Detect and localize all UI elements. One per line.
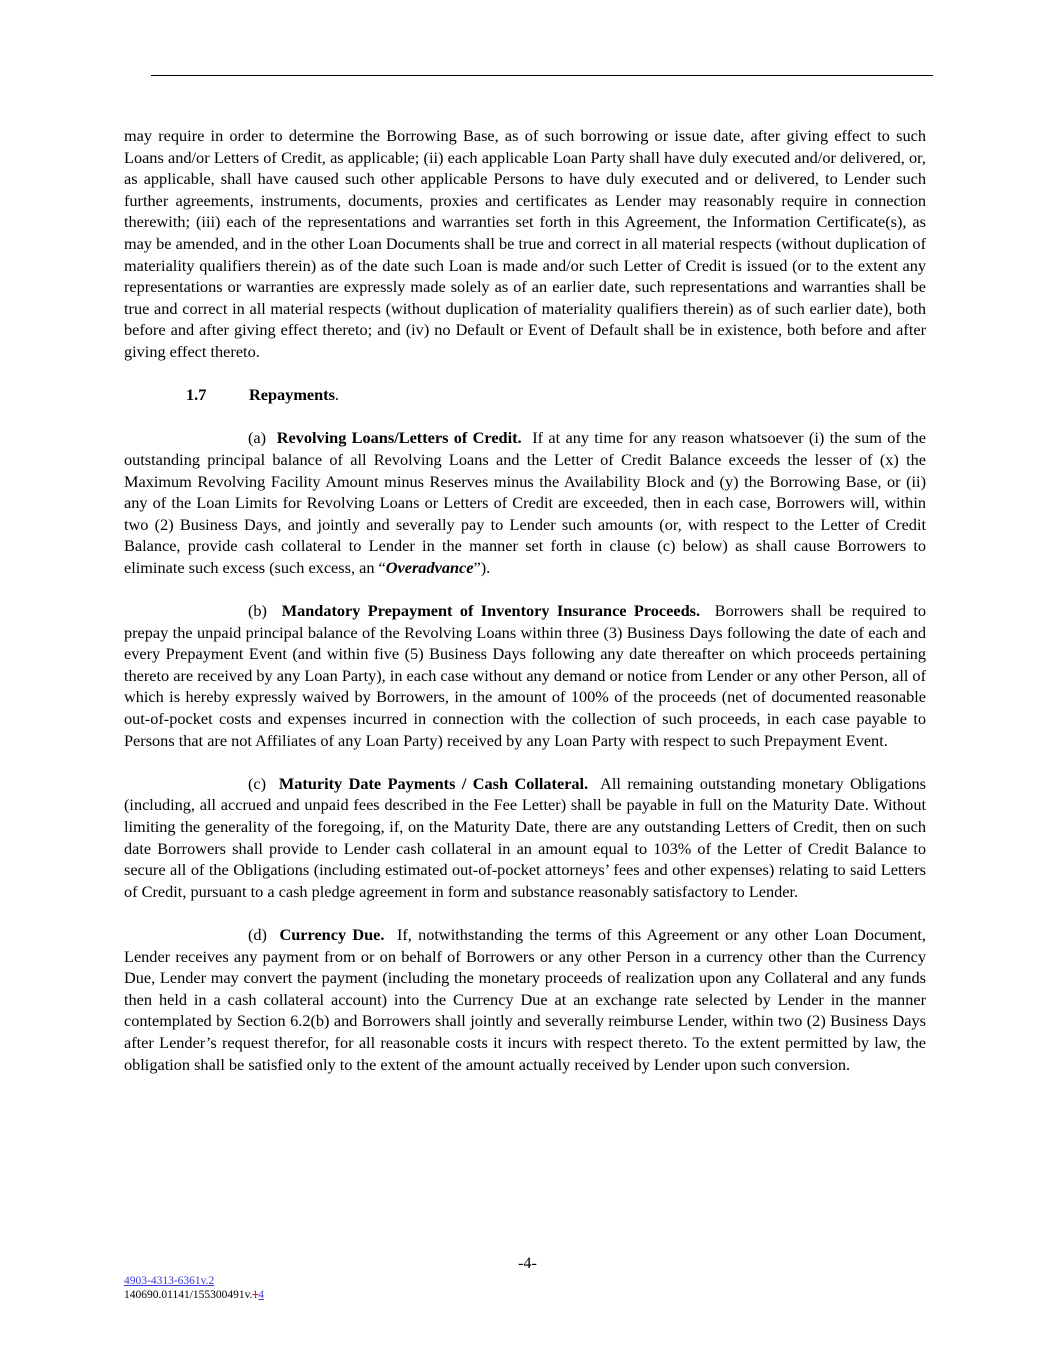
footer-version-deleted: 1 [252, 1289, 259, 1301]
subsection-d-label: (d) [248, 924, 267, 944]
subsection-c-heading: Maturity Date Payments / Cash Collateral. [278, 773, 589, 793]
intro-paragraph: may require in order to determine the Borrowing Base, as of such borrowing or issue date, after giving effect to such Loans and/or Letters of Credit, as applicable; (ii) each applicable Loan Party shall have duly executed and/or delivered, or, as applicable, shall have caused such other applicable Persons to have duly executed and or delivered, to Lender such further agreements, instruments, documents, proxies and certificates as Lender may reasonably require in connection therewith; (iii) each of the representations and warranties set forth in this Agreement, the Information Certificate(s), as may be amended, and in the other Loan Documents shall be true and correct in all material respects (without duplication of materiality qualifiers therein) as of the date such Loan is made and/or such Letter of Credit is issued (or to the extent any representations or warranties are expressly made solely as of an earlier date, such representations and warranties shall be true and correct in all material respects (without duplication of materiality qualifiers therein) as of such earlier date), both before and after giving effect thereto; and (iv) no Default or Event of Default shall be in existence, both before and after giving effect thereto. [124, 126, 926, 361]
section-title-suffix: . [334, 385, 339, 405]
section-title: Repayments [249, 385, 335, 405]
subsection-c [124, 773, 926, 903]
page-number: -4- [518, 1253, 537, 1272]
footer-doc-id-prefix: 140690.01141/155300491v. [124, 1289, 253, 1301]
subsection-b-label: (b) [248, 601, 267, 621]
section-number: 1.7 [186, 385, 207, 405]
document-body [124, 125, 926, 1097]
section-heading [124, 384, 926, 406]
subsection-a [124, 427, 926, 578]
defined-term-overadvance: Overadvance [385, 557, 474, 577]
subsection-b-heading: Mandatory Prepayment of Inventory Insurance Proceeds. [281, 601, 701, 621]
subsection-d [124, 924, 926, 1075]
header-rule [151, 75, 933, 76]
subsection-c-label: (c) [248, 773, 267, 793]
subsection-b-body: Borrowers shall be required to prepay the unpaid principal balance of the Revolving Loans within three (3) Business Days following the date of each and every Prepayment Event (and within five (5) Business Days following any date thereafter on which proceeds pertaining thereto are received by any Loan Party), in each case without any demand or notice from Lender or any other Person, all of which is hereby expressly waived by Borrowers, in the amount of 100% of the proceeds (net of documented reasonable out-of-pocket costs and expenses incurred in connection with the collection of such proceeds, in each case payable to Persons that are not Affiliates of any Loan Party) received by any Loan Party with respect to such Prepayment Event. [124, 601, 927, 750]
footer-doc-id-inserted: 4903-4313-6361v.2 [124, 1275, 215, 1287]
subsection-a-heading: Revolving Loans/Letters of Credit. [276, 428, 522, 448]
subsection-a-label: (a) [248, 428, 267, 448]
footer-version-inserted: 4 [258, 1289, 265, 1301]
subsection-c-body: All remaining outstanding monetary Obligations (including, all accrued and unpaid fees described in the Fee Letter) shall be payable in full on the Maturity Date. Without limiting the generality of the foregoing, if, on the Maturity Date, there are any outstanding Letters of Credit, then on such date Borrowers shall provide to Lender cash collateral in an amount equal to 103% of the Letter of Credit Balance to secure all of the Obligations (including estimated out-of-pocket attorneys’ fees and other expenses) relating to said Letters of Credit, pursuant to a cash pledge agreement in form and substance reasonably satisfactory to Lender. [124, 773, 926, 901]
subsection-a-body: If at any time for any reason whatsoever (i) the sum of the outstanding principal balance of all Revolving Loans and the Letter of Credit Balance exceeds the lesser of (x) the Maximum Revolving Facility Amount minus Reserves minus the Availability Block and (y) the Borrowing Base, or (ii) any of the Loan Limits for Revolving Loans or Letters of Credit are exceeded, then in each case, Borrowers will, within two (2) Business Days, and jointly and severally pay to Lender such amounts (or, with respect to the Letter of Credit Balance, provide cash collateral to Lender in the manner set forth in clause (c) below) as shall cause Borrowers to eliminate such excess (such excess, an “ [124, 428, 927, 577]
footer-doc-id [124, 1289, 264, 1301]
subsection-b [124, 600, 926, 751]
subsection-d-heading: Currency Due. [279, 924, 385, 944]
subsection-d-body: If, notwithstanding the terms of this Agreement or any other Loan Document, Lender receives any payment from or on behalf of Borrowers or any other Person in a currency other than the Currency Due, Lender may convert the payment (including the monetary proceeds of realization upon any Collateral and any funds then held in a cash collateral account) into the Currency Due at an exchange rate selected by Lender in the manner contemplated by Section 6.2(b) and Borrowers shall jointly and severally reimburse Lender, within two (2) Business Days after Lender’s request therefor, for all reasonable costs it incurs with respect thereto. To the extent permitted by law, the obligation shall be satisfied only to the extent of the amount actually received by Lender upon such conversion. [124, 924, 926, 1074]
subsection-a-body-end: ”). [473, 557, 491, 577]
